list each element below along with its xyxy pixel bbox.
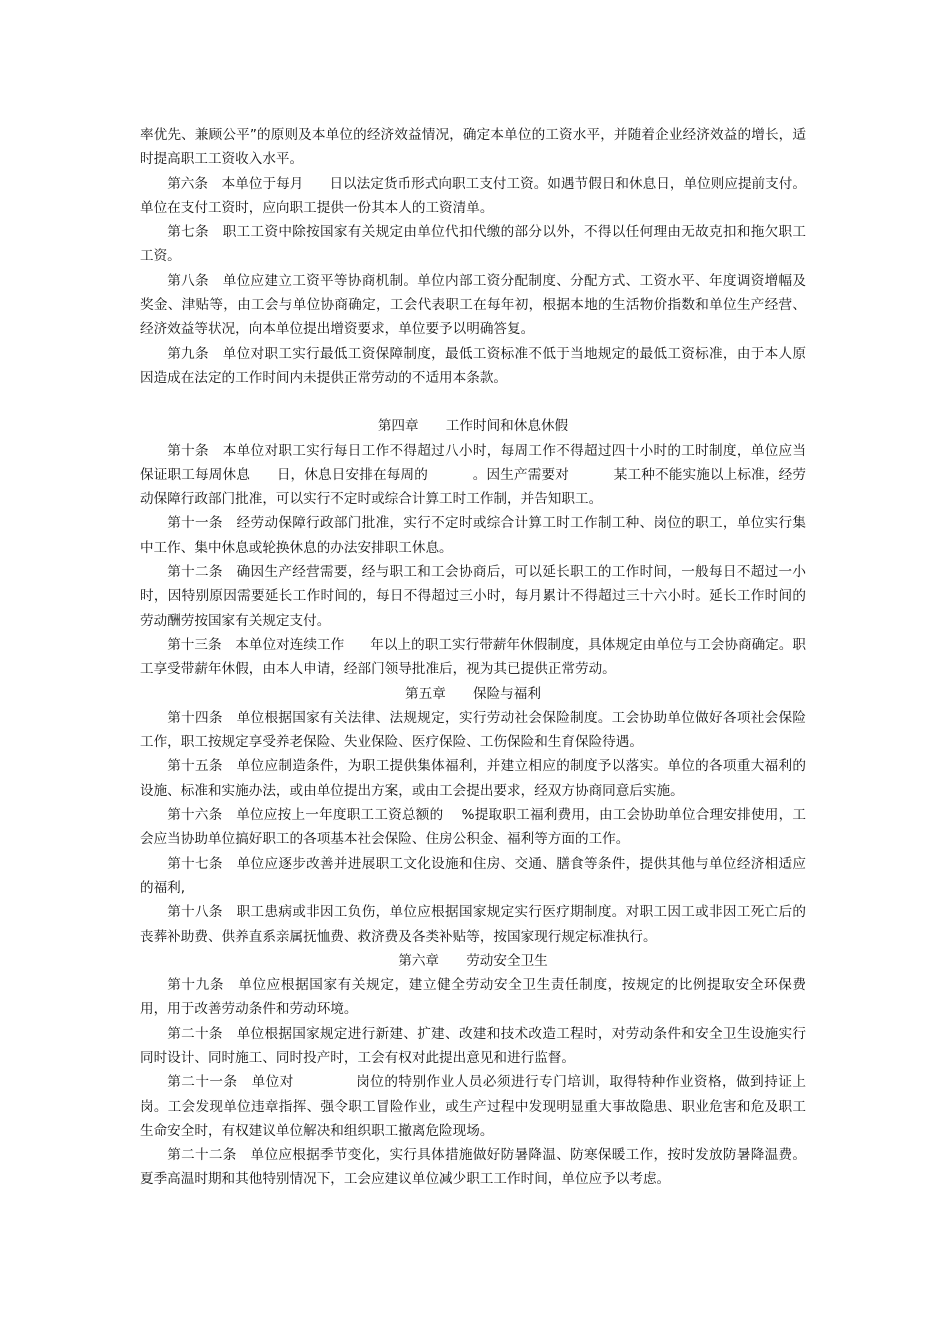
text: 第十三条 本单位对连续工作	[167, 636, 345, 653]
document-body	[140, 123, 806, 1192]
text: 第二十一条 单位对	[167, 1074, 294, 1091]
article-8	[140, 269, 806, 342]
text: 率优先、兼顾公平”的原则及本单位的经济效益情况，确定本单位的工资水平，并随着企业经济效益的增长，适时提高职工工资收入水平。	[140, 127, 806, 168]
blank-field-post	[294, 1074, 356, 1090]
blank-field-job-type	[569, 467, 614, 483]
chapter-5-heading: 第五章 保险与福利	[405, 685, 541, 702]
article-15	[140, 754, 806, 803]
article-14	[140, 706, 806, 755]
article-20	[140, 1022, 806, 1071]
text: 第十八条 职工患病或非因工负伤，单位应根据国家规定实行医疗期制度。对职工因工或非因工死亡后的丧葬补助费、供养直系亲属抚恤费、救济费及各类补贴等，按国家现行规定标准执行。	[140, 904, 806, 945]
blank-field-percent	[443, 807, 461, 823]
text: 第六条 本单位于每月	[167, 175, 304, 192]
article-11	[140, 511, 806, 560]
text: 日以法定货币形式向职工支付工资。如遇节假日和休息日，单位则应提前支付。单位在支付工资时，应向职工提供一份其本人的工资清单。	[140, 175, 807, 216]
article-10	[140, 439, 806, 512]
text: 第二十二条 单位应根据季节变化，实行具体措施做好防暑降温、防寒保暖工作，按时发放防暑降温费。夏季高温时期和其他特别情况下，工会应建议单位减少职工工作时间，单位应予以考虑。	[140, 1147, 806, 1188]
text: 第十条 本单位对职工实行每日工作不得超过八小时，每周工作不得超过四十小时的工时制度，单位应当保证职工每周休息	[140, 442, 806, 483]
article-9	[140, 342, 806, 391]
blank-field-pay-day	[303, 176, 329, 192]
article-22	[140, 1143, 806, 1192]
text: 第十二条 确因生产经营需要，经与职工和工会协商后，可以延长职工的工作时间，一般每日不超过一小时，因特别原因需要延长工作时间的，每日不得超过三小时，每月累计不得超过三十六小时。延长工作时间的劳动酬劳按国家有关规定支付。	[140, 564, 806, 629]
article-18	[140, 900, 806, 949]
text: 某工种不能实施以上标准，经劳动保障行政部门批准，可以实行不定时或综合计算工时工作制，并告知职工。	[140, 466, 807, 508]
article-13	[140, 633, 806, 682]
article-6	[140, 172, 806, 221]
text: 年以上的职工实行带薪年休假制度，具体规定由单位与工会协商确定。职工享受带薪年休假，由本人申请，经部门领导批准后，视为其已提供正常劳动。	[140, 636, 807, 678]
text: 第八条 单位应建立工资平等协商机制。单位内部工资分配制度、分配方式、工资水平、年度调资增幅及奖金、津贴等，由工会与单位协商确定，工会代表职工在每年初，根据本地的生活物价指数和单位生产经营、经济效益等状况，向本单位提出增资要求，单位要予以明确答复。	[140, 272, 806, 338]
text: 第十九条 单位应根据国家有关规定，建立健全劳动安全卫生责任制度，按规定的比例提取安全环保费用，用于改善劳动条件和劳动环境。	[140, 977, 806, 1018]
text: 日，休息日安排在每周的	[276, 466, 429, 483]
text: 第十七条 单位应逐步改善并进展职工文化设施和住房、交通、膳食等条件，提供其他与单位经济相适应的福利,	[140, 855, 806, 896]
text: %提取职工福利费用，由工会协助单位合理安排使用，工会应当协助单位搞好职工的各项基本社会保险、住房公积金、福利等方面的工作。	[140, 807, 807, 848]
article-7	[140, 220, 806, 269]
text: 第十四条 单位根据国家有关法律、法规规定，实行劳动社会保险制度。工会协助单位做好各项社会保险工作，职工按规定享受养老保险、失业保险、医疗保险、工伤保险和生育保险待遇。	[140, 709, 806, 751]
blank-field-years	[344, 637, 370, 653]
blank-field-rest-weekday	[428, 467, 473, 483]
text: 第九条 单位对职工实行最低工资保障制度，最低工资标准不低于当地规定的最低工资标准，由于本人原因造成在法定的工作时间内未提供正常劳动的不适用本条款。	[140, 345, 806, 386]
text: 第七条 职工工资中除按国家有关规定由单位代扣代缴的部分以外，不得以任何理由无故克扣和拖欠职工工资。	[140, 224, 806, 265]
article-12	[140, 560, 806, 633]
chapter-6-heading: 第六章 劳动安全卫生	[398, 952, 548, 969]
text: 第十五条 单位应制造条件，为职工提供集体福利，并建立相应的制度予以落实。单位的各项重大福利的设施、标准和实施办法，或由单位提出方案，或由工会提出要求，经双方协商同意后实施。	[140, 758, 806, 799]
article-16	[140, 803, 806, 852]
paragraph-wage-principle	[140, 123, 806, 172]
text: 岗位的特别作业人员必须进行专门培训，取得特种作业资格，做到持证上岗。工会发现单位违章指挥、强令职工冒险作业，或生产过程中发现明显重大事故隐患、职业危害和危及职工生命安全时，有权建议单位解决和组织职工撤离危险现场。	[140, 1074, 806, 1139]
article-17	[140, 852, 806, 901]
text: 第十六条 单位应按上一年度职工工资总额的	[167, 807, 444, 824]
text: 第十一条 经劳动保障行政部门批准，实行不定时或综合计算工时工作制工种、岗位的职工，单位实行集中工作、集中休息或轮换休息的办法安排职工休息。	[140, 515, 806, 556]
chapter-4-heading: 第四章 工作时间和休息休假	[377, 418, 569, 435]
blank-field-rest-days	[250, 467, 277, 483]
text: 。因生产需要对	[472, 466, 569, 483]
article-19	[140, 973, 806, 1022]
text: 第二十条 单位根据国家规定进行新建、扩建、改建和技术改造工程时，对劳动条件和安全卫生设施实行同时设计、同时施工、同时投产时，工会有权对此提出意见和进行监督。	[140, 1025, 806, 1066]
article-21	[140, 1070, 806, 1143]
